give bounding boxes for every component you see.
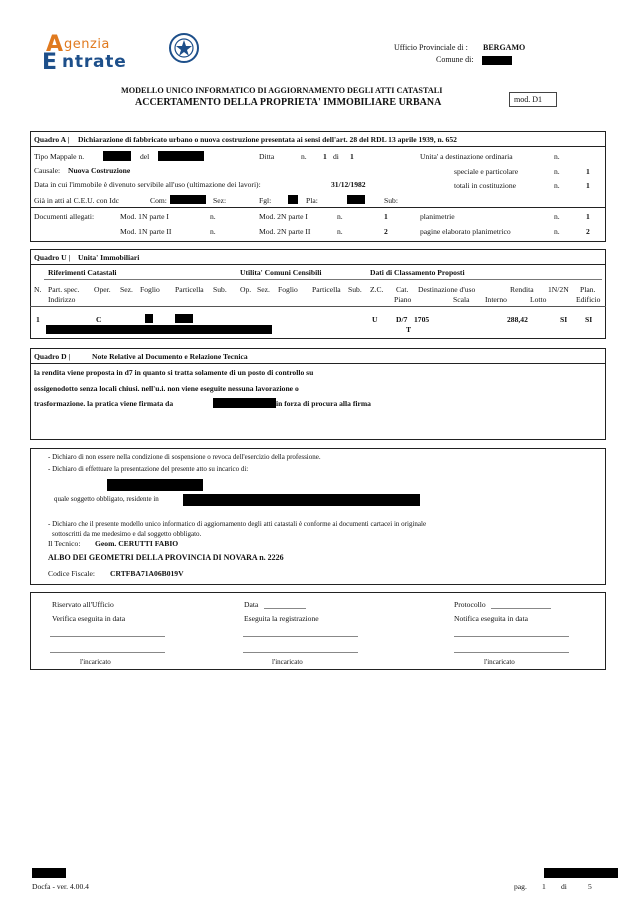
tecnico-value: Geom. CERUTTI FABIO [95,539,179,548]
quadro-d-header-rule [30,363,606,364]
ditta-di-label: di [333,152,339,161]
redacted-comune [482,56,512,65]
albo-line: ALBO DEI GEOMETRI DELLA PROVINCIA DI NOVARA n. 2226 [48,553,284,562]
col-1n2n: 1N/2N [548,285,569,294]
page-label: pag. [514,882,527,891]
mod1n-p1-n: n. [210,212,216,221]
agenzia-entrate-logo [40,30,210,75]
row-plan: SI [585,315,593,324]
mod-label: mod. D1 [514,95,542,104]
italian-republic-emblem-icon [168,32,200,64]
ditta-n-label: n. [301,152,307,161]
redacted-foglio [145,314,153,323]
quadro-d-label: Quadro D | [34,352,71,361]
quadro-a-label: Quadro A | [34,135,70,144]
dati-heading: Dati di Classamento Proposti [370,268,465,277]
mod1n-p2-label: Mod. 1N parte II [120,227,172,236]
quadro-a-header-rule [30,146,606,147]
pagine-label: pagine elaborato planimetrico [420,227,511,236]
verifica-line-1 [50,636,165,637]
redacted-residenza [183,494,420,506]
mod1n-p1-label: Mod. 1N parte I [120,212,169,221]
page-di-label: di [561,882,567,891]
sub-label: Sub: [384,196,398,205]
notifica-label: Notifica eseguita in data [454,614,529,623]
notifica-line-2 [454,652,569,653]
verifica-label: Verifica eseguita in data [52,614,126,623]
speciale-n: n. [554,167,560,176]
title-line1: MODELLO UNICO INFORMATICO DI AGGIORNAMENTO DEGLI ATTI CATASTALI [121,86,443,95]
row-rendita: 288,42 [507,315,528,324]
totali-n: n. [554,181,560,190]
row-dest: 1705 [414,315,430,324]
col-destinazione: Destinazione d'uso [418,285,476,294]
col-interno: Interno [485,295,507,304]
registrazione-line-1 [243,636,358,637]
causale-value: Nuova Costruzione [68,166,131,175]
mod2n-p2-n: n. [337,227,343,236]
col-particella: Particella [175,285,204,294]
col-zc: Z.C. [370,285,384,294]
cf-value: CRTFBA71A06B019V [110,569,184,578]
note-line3b: in forza di procura alla firma [276,399,371,408]
redacted-committente [107,479,203,491]
pagine-n: n. [554,227,560,236]
planimetrie-value: 1 [586,212,590,221]
decl-line3: quale soggetto obbligato, residente in [54,495,159,503]
logo-letter-a: A [46,32,64,57]
col-piano: Piano [394,295,412,304]
mod-box [509,92,557,107]
gia-in-atti-label: Già in atti al C.E.U. con Idc [34,196,119,205]
mod2n-p2-label: Mod. 2N parte II [259,227,311,236]
quadro-d [30,348,606,440]
redacted-com [170,195,206,204]
riferimenti-heading: Riferimenti Catastali [48,268,117,277]
utilita-heading: Utilita' Comuni Censibili [240,268,322,277]
verifica-line-2 [50,652,165,653]
page-number: 1 [542,882,546,891]
data-servibile-label: Data in cui l'immobile è divenuto servibile all'uso (ultimazione dei lavori): [34,180,261,189]
redacted-footer-left [32,868,66,878]
registrazione-line-2 [243,652,358,653]
del-label: del [140,152,150,161]
unita-dest-n: n. [554,152,560,161]
col-sub2: Sub. [348,285,362,294]
quadro-u-title: Unita' Immobiliari [78,253,140,262]
col-cat: Cat. [396,285,409,294]
speciale-label: speciale e particolare [454,167,519,176]
logo-agenzia-text: genzia [64,37,110,52]
docfa-version: Docfa - ver. 4.00.4 [32,882,89,891]
riservato-label: Riservato all'Ufficio [52,600,114,609]
fgl-label: Fgl: [259,196,272,205]
redacted-particella [175,314,193,323]
title-line2: ACCERTAMENTO DELLA PROPRIETA' IMMOBILIARE URBANA [135,97,442,108]
cf-label: Codice Fiscale: [48,569,96,578]
quadro-a-title: Dichiarazione di fabbricato urbano o nuova costruzione presentata ai sensi dell'art. 28 del RDL 13 aprile 1939, n. 652 [78,135,457,144]
ufficio-label: Ufficio Provinciale di : [394,43,468,52]
planimetrie-n: n. [554,212,560,221]
com-label: Com: [150,196,167,205]
mod1n-p2-n: n. [210,227,216,236]
redacted-footer-right [544,868,618,878]
tipo-mappale-label: Tipo Mappale n. [34,152,85,161]
protocollo-label: Protocollo [454,600,486,609]
row-oper: C [96,315,102,324]
causale-label: Causale: [34,166,61,175]
data-servibile-value: 31/12/1982 [331,180,366,189]
col-particella2: Particella [312,285,341,294]
decl-line1: - Dichiaro di non essere nella condizione di sospensione o revoca dell'esercizio della professione. [48,453,321,461]
col-part-spec: Part. spec. [48,285,80,294]
data-label: Data [244,600,259,609]
tecnico-label: Il Tecnico: [48,539,81,548]
redacted-firmatario [213,398,276,408]
row-piano: T [406,325,412,334]
redacted-fgl [288,195,298,204]
ufficio-value: BERGAMO [483,43,526,52]
col-sub: Sub. [213,285,227,294]
mod2n-p1-value: 1 [384,212,388,221]
comune-label: Comune di: [436,55,474,64]
pla-label: Pla: [306,196,318,205]
col-sez: Sez. [120,285,133,294]
col-foglio2: Foglio [278,285,298,294]
decl-line2: - Dichiaro di effettuare la presentazione del presente atto su incarico di: [48,465,249,473]
col-plan: Plan. [580,285,596,294]
totali-label: totali in costituzione [454,181,517,190]
note-line3a: trasformazione. la pratica viene firmata da [34,399,174,408]
incaricato-3: l'incaricato [484,658,515,666]
redacted-indirizzo [46,325,272,334]
data-field-line [264,608,306,609]
planimetrie-label: planimetrie [420,212,455,221]
row-zc-u: U [372,315,378,324]
row-1n2n: SI [560,315,568,324]
notifica-line-1 [454,636,569,637]
ditta-total: 1 [350,152,354,161]
col-scala: Scala [453,295,470,304]
col-op: Op. [240,285,252,294]
totali-value: 1 [586,181,590,190]
mod2n-p1-n: n. [337,212,343,221]
col-indirizzo: Indirizzo [48,295,76,304]
quadro-u-label: Quadro U | [34,253,71,262]
incaricato-2: l'incaricato [272,658,303,666]
redacted-pla [347,195,365,204]
quadro-d-title: Note Relative al Documento e Relazione Tecnica [92,352,248,361]
col-sez2: Sez. [257,285,270,294]
col-n: N. [34,285,42,294]
quadro-u-header-rule [30,264,606,265]
page-total: 5 [588,882,592,891]
incaricato-1: l'incaricato [80,658,111,666]
speciale-value: 1 [586,167,590,176]
logo-letter-e: E [42,50,58,75]
pagine-value: 2 [586,227,590,236]
registrazione-label: Eseguita la registrazione [244,614,319,623]
logo-entrate-text: ntrate [62,52,127,72]
col-foglio: Foglio [140,285,160,294]
decl-line5: sottoscritti da me medesimo e dal soggetto obbligato. [52,530,202,538]
col-rendita: Rendita [510,285,534,294]
note-line2: ossigenodotto senza locali chiusi. nell'u.i. non viene eseguite nessuna lavorazione o [34,384,299,393]
ditta-value: 1 [323,152,327,161]
redacted-tipo-mappale [103,151,131,161]
sez-label: Sez: [213,196,227,205]
documenti-label: Documenti allegati: [34,212,95,221]
note-line1: la rendita viene proposta in d7 in quanto si tratta solamente di un posto di controllo su [34,368,314,377]
redacted-del-date [158,151,204,161]
decl-line4: - Dichiaro che il presente modello unico informatico di aggiornamento degli atti catastali è conforme ai documenti cartacei in originale [48,520,427,528]
protocollo-field-line [491,608,551,609]
mod2n-p1-label: Mod. 2N parte I [259,212,308,221]
col-edificio: Edificio [576,295,601,304]
row-cat: D/7 [396,315,408,324]
col-oper: Oper. [94,285,111,294]
mod2n-p2-value: 2 [384,227,388,236]
row-n: 1 [36,315,40,324]
unita-dest-label: Unita' a destinazione ordinaria [420,152,513,161]
quadro-a-docs-rule [30,207,606,208]
ditta-label: Ditta [259,152,275,161]
office-use-box [30,592,606,670]
quadro-u-group-rule [44,279,602,280]
quadro-u-cols-rule [30,306,606,307]
col-lotto: Lotto [530,295,547,304]
